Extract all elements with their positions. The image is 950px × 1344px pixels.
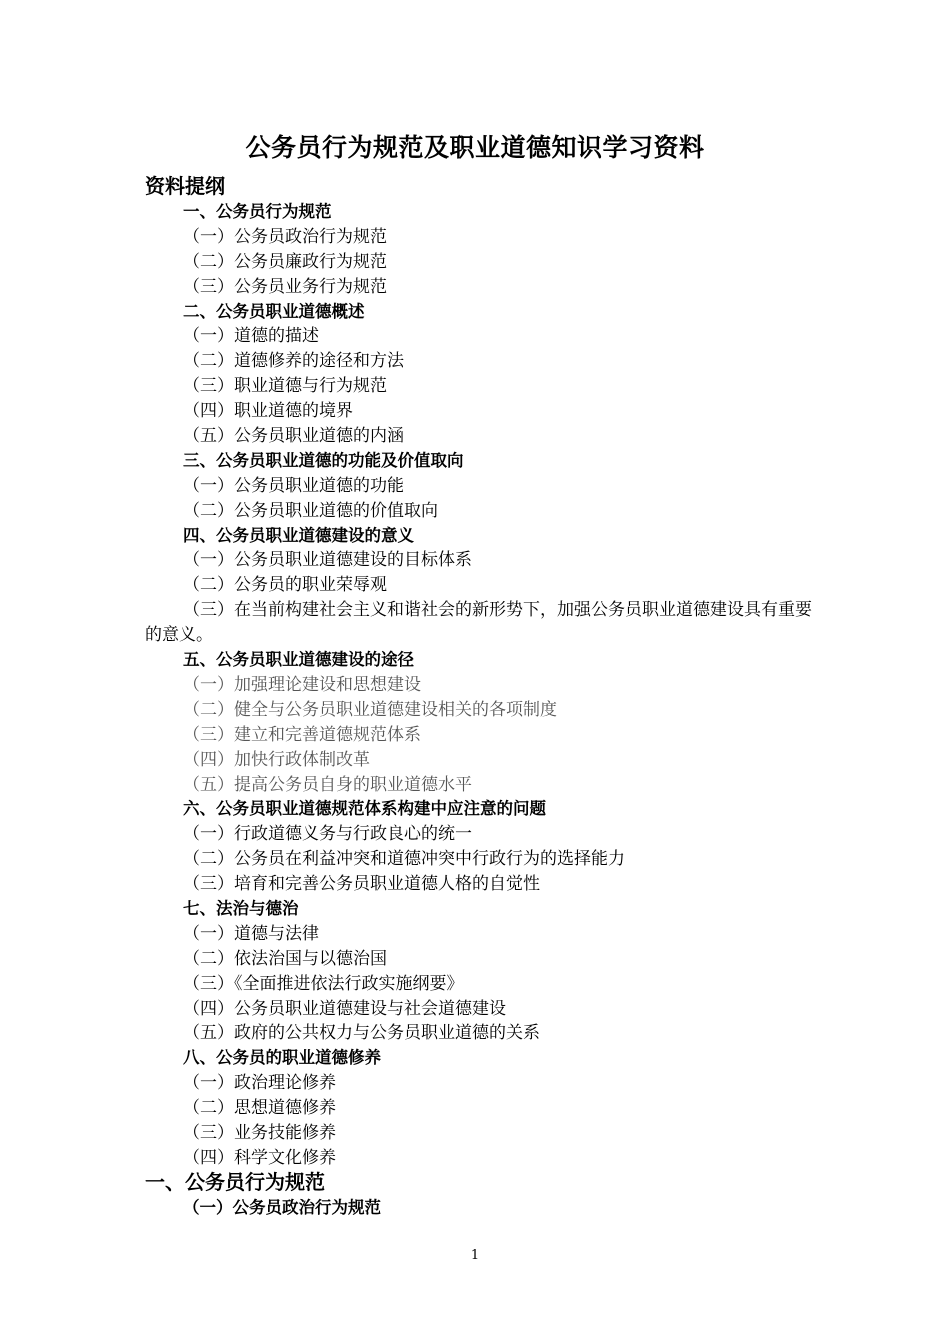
outline-heading-item: 四、公务员职业道德建设的意义 [183, 525, 414, 545]
outline-item: （四）职业道德的境界 [183, 401, 353, 422]
outline-heading-item: 一、公务员行为规范 [183, 202, 332, 221]
section-subheading: （一）公务员政治行为规范 [183, 1198, 381, 1217]
outline-item: （三）在当前构建社会主义和谐社会的新形势下，加强公务员职业道德建设具有重要的意义。 [145, 600, 812, 646]
outline-item: （四）科学文化修养 [183, 1147, 336, 1168]
outline-list [145, 200, 825, 1171]
outline-item: （二）健全与公务员职业道德建设相关的各项制度 [183, 699, 557, 720]
outline-heading-item: 七、法治与德治 [183, 898, 299, 918]
outline-item: （一）道德与法律 [183, 923, 319, 944]
outline-item: （二）公务员廉政行为规范 [183, 251, 387, 272]
outline-heading-item: 六、公务员职业道德规范体系构建中应注意的问题 [183, 799, 546, 819]
outline-item: （一）公务员政治行为规范 [183, 226, 387, 247]
outline-item: （一）公务员职业道德建设的目标体系 [183, 550, 472, 571]
section-heading: 一、公务员行为规范 [145, 1170, 325, 1194]
outline-item: （一）行政道德义务与行政良心的统一 [183, 824, 472, 845]
outline-item: （三）建立和完善道德规范体系 [183, 724, 421, 745]
outline-heading-item: 二、公务员职业道德概述 [183, 301, 365, 321]
outline-item: （四）加快行政体制改革 [183, 749, 370, 770]
outline-heading-item: 三、公务员职业道德的功能及价值取向 [183, 450, 464, 470]
outline-item: （二）道德修养的途径和方法 [183, 351, 404, 372]
outline-item: （一）加强理论建设和思想建设 [183, 674, 421, 695]
outline-item: （三）业务技能修养 [183, 1122, 336, 1143]
outline-item: （五）提高公务员自身的职业道德水平 [183, 774, 472, 795]
outline-item: （二）依法治国与以德治国 [183, 948, 387, 969]
outline-item: （五）政府的公共权力与公务员职业道德的关系 [183, 1023, 540, 1044]
outline-item: （一）道德的描述 [183, 326, 319, 347]
outline-item: （三）培育和完善公务员职业道德人格的自觉性 [183, 874, 540, 895]
outline-heading-item: 八、公务员的职业道德修养 [183, 1048, 381, 1068]
outline-item: （四）公务员职业道德建设与社会道德建设 [183, 998, 506, 1019]
outline-item: （五）公务员职业道德的内涵 [183, 426, 404, 447]
outline-item: （二）公务员职业道德的价值取向 [183, 500, 438, 521]
page-number: 1 [470, 1248, 480, 1263]
outline-item: （二）公务员的职业荣辱观 [183, 575, 387, 596]
document-title: 公务员行为规范及职业道德知识学习资料 [245, 133, 705, 162]
outline-item: （三）职业道德与行为规范 [183, 376, 387, 397]
outline-item: （一）政治理论修养 [183, 1073, 336, 1094]
outline-item: （一）公务员职业道德的功能 [183, 475, 404, 496]
outline-item: （二）思想道德修养 [183, 1098, 336, 1119]
outline-item: （三）《全面推进依法行政实施纲要》 [183, 973, 464, 994]
outline-heading: 资料提纲 [145, 174, 225, 198]
outline-heading-item: 五、公务员职业道德建设的途径 [183, 650, 414, 670]
outline-item: （三）公务员业务行为规范 [183, 276, 387, 297]
outline-item: （二）公务员在利益冲突和道德冲突中行政行为的选择能力 [183, 849, 625, 870]
